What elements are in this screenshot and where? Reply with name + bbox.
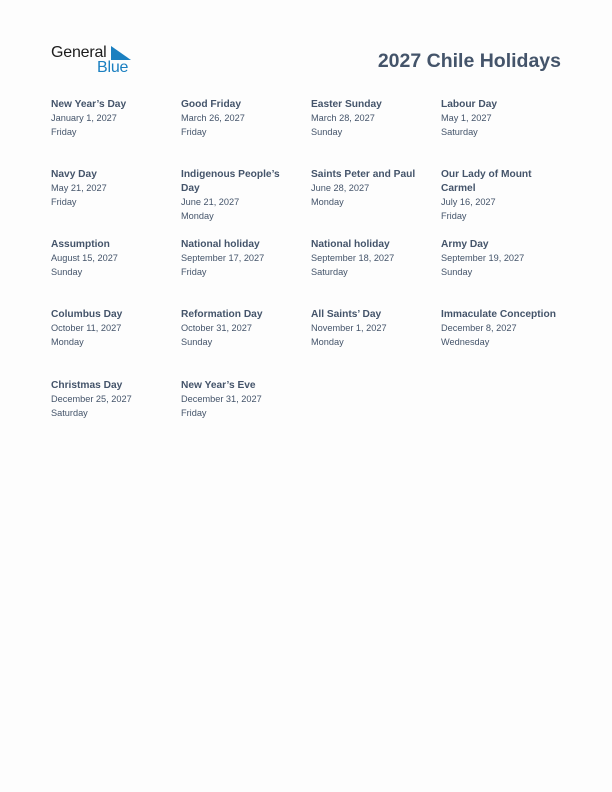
logo-text-blue: Blue [97,59,129,76]
holiday-name: National holiday [181,239,260,250]
holiday-row [51,308,571,379]
holiday-entry [181,98,301,139]
holiday-weekday: Monday [311,196,344,207]
holiday-weekday: Friday [181,407,207,418]
holiday-date: June 21, 2027 [181,197,240,207]
holiday-weekday: Monday [311,336,344,347]
holiday-row [51,379,571,449]
holiday-date: May 1, 2027 [441,113,492,123]
holiday-entry [51,168,171,209]
holiday-weekday: Sunday [311,126,343,137]
logo-text-general: General [51,44,107,61]
flag-icon [111,46,131,60]
holiday-name: All Saints’ Day [311,309,382,320]
holiday-name: Immaculate Conception [441,309,556,320]
holiday-date: September 18, 2027 [311,253,395,263]
holiday-name: Reformation Day [181,309,263,320]
holiday-entry [311,98,431,139]
holiday-weekday: Saturday [51,407,88,418]
holiday-weekday: Friday [181,266,207,277]
holiday-weekday: Sunday [441,266,473,277]
holiday-date: September 19, 2027 [441,253,525,263]
holiday-name: National holiday [311,239,390,250]
holiday-entry [51,379,171,420]
holiday-row [51,98,571,168]
holiday-name: Indigenous People’s Day [181,169,280,194]
holiday-entry [311,308,431,349]
holiday-weekday: Friday [181,126,207,137]
holiday-entry [51,308,171,349]
holiday-grid [51,98,571,449]
holiday-entry [51,98,171,139]
holiday-name: New Year’s Day [51,99,127,110]
holiday-date: October 11, 2027 [51,323,122,333]
holiday-row [51,168,571,238]
holiday-entry [441,168,561,223]
holiday-name: Easter Sunday [311,99,382,110]
holiday-name: New Year’s Eve [181,380,256,391]
holiday-weekday: Wednesday [441,336,490,347]
holiday-date: March 26, 2027 [181,113,245,123]
holiday-entry [311,168,431,209]
holiday-date: December 31, 2027 [181,394,262,404]
holiday-date: March 28, 2027 [311,113,375,123]
holiday-name: Saints Peter and Paul [311,169,416,180]
holiday-date: January 1, 2027 [51,113,117,123]
holiday-entry [311,238,431,279]
holiday-weekday: Sunday [51,266,83,277]
holiday-date: November 1, 2027 [311,323,387,333]
holiday-date: May 21, 2027 [51,183,107,193]
page-title: 2027 Chile Holidays [377,50,561,72]
holiday-name: Good Friday [181,99,241,110]
holiday-name: Navy Day [51,169,97,180]
holiday-entry [441,98,561,139]
holiday-entry [441,238,561,279]
holiday-entry [181,379,301,420]
holiday-entry [181,238,301,279]
holiday-weekday: Friday [51,126,77,137]
holiday-name: Assumption [51,239,110,250]
holiday-weekday: Sunday [181,336,213,347]
holiday-date: December 8, 2027 [441,323,517,333]
holiday-weekday: Friday [51,196,77,207]
holiday-date: July 16, 2027 [441,197,496,207]
holiday-date: August 15, 2027 [51,253,118,263]
holiday-date: September 17, 2027 [181,253,265,263]
holiday-row [51,238,571,308]
holiday-weekday: Saturday [311,266,348,277]
holiday-date: June 28, 2027 [311,183,370,193]
holiday-weekday: Monday [181,210,214,221]
holiday-date: December 25, 2027 [51,394,132,404]
holiday-entry [51,238,171,279]
holiday-weekday: Friday [441,210,467,221]
holiday-name: Our Lady of Mount Carmel [441,169,532,194]
holiday-entry [181,168,301,223]
holiday-entry [441,308,561,349]
holiday-date: October 31, 2027 [181,323,252,333]
holiday-name: Labour Day [441,99,498,110]
generalblue-logo [51,44,133,78]
holiday-weekday: Monday [51,336,84,347]
holiday-entry [181,308,301,349]
holiday-name: Army Day [441,239,489,250]
holiday-weekday: Saturday [441,126,478,137]
holiday-name: Christmas Day [51,380,123,391]
holiday-name: Columbus Day [51,309,123,320]
